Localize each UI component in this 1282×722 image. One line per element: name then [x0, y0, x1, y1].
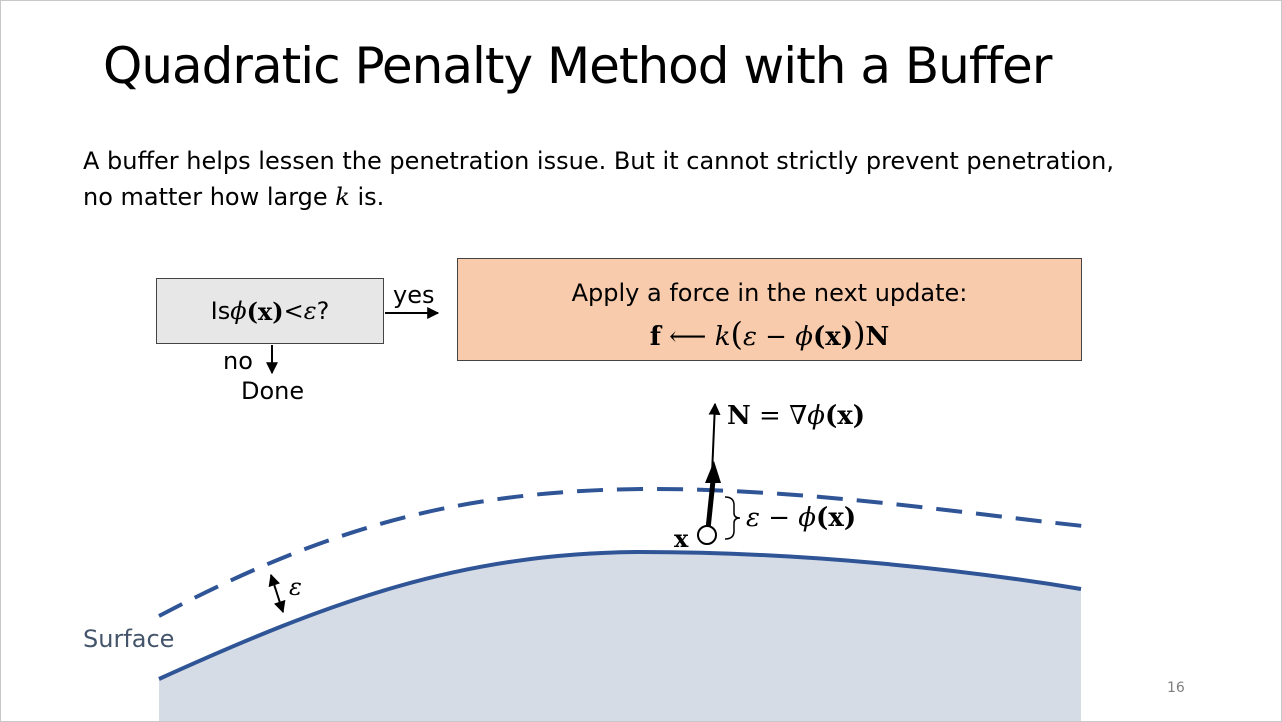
epsilon-arrow — [271, 575, 283, 612]
decision-phi: ϕ — [230, 297, 247, 325]
formula-arrow: ⟵ — [660, 322, 715, 352]
gap-minus: − — [759, 503, 799, 533]
force-arrowhead — [705, 461, 721, 483]
decision-box — [156, 278, 384, 344]
formula-eps: ε — [742, 322, 757, 352]
body-line-1: A buffer helps lessen the penetration issue. But it cannot strictly prevent penetration, — [83, 147, 1114, 175]
point-x — [698, 526, 716, 544]
point-label: x — [674, 524, 689, 553]
normal-label — [727, 401, 865, 431]
yes-label: yes — [393, 281, 435, 309]
body-line-2-post: is. — [349, 183, 385, 211]
decision-op: < — [283, 297, 304, 325]
surface-label: Surface — [83, 625, 175, 653]
var-k: k — [335, 183, 350, 211]
epsilon-label: ε — [289, 573, 302, 601]
done-label: Done — [241, 377, 305, 405]
slide-title: Quadratic Penalty Method with a Buffer — [103, 37, 1052, 95]
gap-label — [746, 503, 856, 533]
gap-phi: ϕ — [798, 503, 817, 533]
decision-arg: (x) — [246, 296, 284, 326]
formula-f: f — [649, 322, 661, 352]
formula-arg: (x) — [812, 322, 854, 352]
formula-open: ( — [730, 315, 743, 353]
decision-suffix: ? — [316, 297, 330, 325]
normal-arg: (x) — [824, 401, 866, 431]
gap-brace — [725, 497, 740, 539]
force-formula — [458, 315, 1081, 353]
no-label: no — [223, 347, 253, 375]
body-line-2-pre: no matter how large — [83, 183, 336, 211]
decision-eps: ε — [303, 297, 317, 325]
diagram — [1, 1, 1282, 722]
formula-k: k — [714, 322, 731, 352]
normal-N: N — [727, 401, 751, 431]
action-text: Apply a force in the next update: — [571, 279, 968, 307]
normal-eq: = ∇ — [750, 401, 808, 431]
formula-N: N — [865, 322, 890, 352]
gap-eps: ε — [746, 503, 760, 533]
gap-arg: (x) — [816, 503, 857, 533]
normal-phi: ϕ — [807, 401, 825, 431]
formula-close: ) — [853, 315, 866, 353]
page-number: 16 — [1167, 680, 1185, 696]
formula-phi: ϕ — [795, 322, 813, 352]
decision-prefix: Is — [210, 297, 231, 325]
action-box — [457, 258, 1082, 361]
formula-minus: − — [756, 322, 796, 352]
